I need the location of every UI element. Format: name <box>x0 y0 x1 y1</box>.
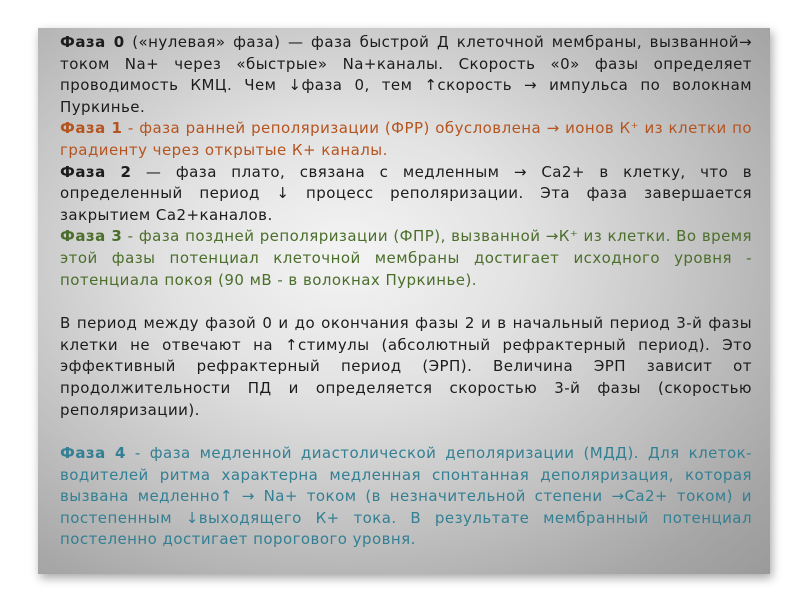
phase-3-text: - фаза поздней реполяризации (ФПР), вызванной →К⁺ из клетки. Во время этой фазы потенциал клеточной мембраны достигает исходного уровня - потенциала покоя (90 мВ - в волокнах Пуркинье). <box>60 227 752 289</box>
phase-2-text: — фаза плато, связана с медленным → Са2+ в клетку, что в определенный период ↓ процесс реполяризации. Эта фаза завершается закрытием Са2+каналов. <box>60 162 752 224</box>
phase-3-label: Фаза 3 <box>60 227 123 246</box>
phase-0-label: Фаза 0 <box>60 33 125 51</box>
phase-4-label: Фаза 4 <box>60 444 126 463</box>
phase-0-text: («нулевая» фаза) — фаза быстрой Д клеточной мембраны, вызванной→ током Na+ через «быстрые» Na+каналы. Скорость «0» фазы определяет проводимость КМЦ. Чем ↓фаза 0, тем ↑скорость → импульса по волокнам Пуркинье. <box>60 33 752 116</box>
paragraph-phase-1 <box>60 118 752 161</box>
paragraph-refractory: В период между фазой 0 и до окончания фазы 2 и в начальный период 3-й фазы клетки не отвечают на ↑стимулы (абсолютный рефрактерный период). Это эффективный рефрактерный период (ЭРП). Величина ЭРП зависит от продолжительности ПД и определяется скоростью 3-й фазы (скоростью реполяризации). <box>60 314 752 419</box>
spacer <box>60 291 752 313</box>
paragraph-phase-4 <box>60 443 752 551</box>
phase-1-label: Фаза 1 <box>60 119 123 138</box>
phase-1-text: - фаза ранней реполяризации (ФРР) обусловлена → ионов К⁺ из клетки по градиенту через открытые К+ каналы. <box>60 119 752 159</box>
paragraph-phase-2 <box>60 162 752 227</box>
slide-text <box>60 32 752 551</box>
paragraph-phase-3 <box>60 226 752 291</box>
paragraph-phase-0 <box>60 32 752 118</box>
spacer <box>60 421 752 443</box>
phase-4-text: - фаза медленной диастолической деполяризации (МДД). Для клеток-водителей ритма характерна медленная спонтанная деполяризация, которая вызвана медленно↑ → Na+ током (в незначительной степени →Ca2+ током) и постепенным ↓выходящего К+ тока. В результате мембранный потенциал постеленно достигает порогового уровня. <box>60 444 752 549</box>
phase-2-label: Фаза 2 <box>60 162 132 181</box>
